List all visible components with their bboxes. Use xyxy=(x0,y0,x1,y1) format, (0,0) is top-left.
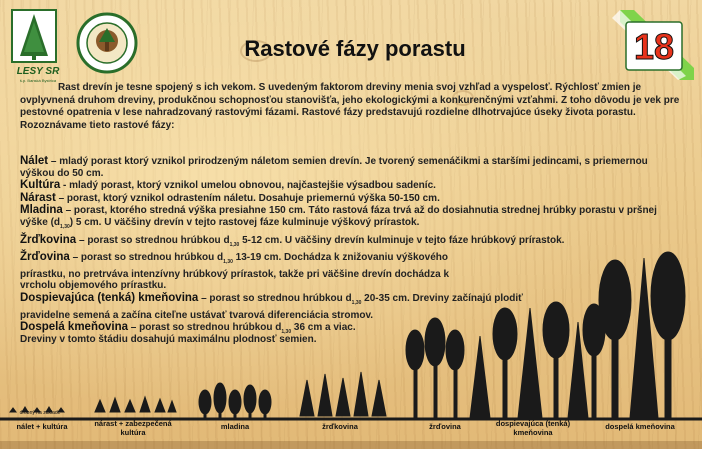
phase-desc: – porast, ktorý vznikol odrastením náletu. Dosahuje priemernú výška 50-150 cm. xyxy=(55,192,440,204)
phase-desc-2: ) 5 cm. U väčšiny drevín v tejto rastovej fáze kulminuje výškový prírastok. xyxy=(69,216,420,228)
forest-seal-logo xyxy=(76,12,138,74)
stage-label-2: nárast + zabezpečená kultúra xyxy=(94,419,172,437)
mature-timber-icon xyxy=(583,252,685,418)
thicket-trees-icon xyxy=(199,383,271,418)
stage-label-3: mladina xyxy=(220,422,250,431)
phase-desc: - mladý porast, ktorý vznikol umelou obnovou, najčastejšie výsadbou sadeníc. xyxy=(60,180,436,192)
stage-label-4: žrďkovina xyxy=(322,422,358,431)
phase-item xyxy=(20,156,660,179)
young-timber-icon xyxy=(493,302,588,418)
logo-caption: LESY SR xyxy=(16,66,60,77)
phase-desc: – porast, ktorého stredná výška presiahne 150 cm. Táto rastová fáza trvá až do dosiahnutia strednej hrúbky porastu v pršnej výške (d xyxy=(20,205,657,228)
phase-subscript: 1,30 xyxy=(351,299,362,306)
final-note: Dreviny v tomto štádiu dosahujú maximálnu plodnosť semien. xyxy=(20,334,317,345)
phase-subscript: 1,30 xyxy=(229,241,240,248)
phase-subscript: 1,30 xyxy=(281,329,292,336)
young-trees-icon xyxy=(95,397,176,412)
panel-number-badge xyxy=(610,10,694,80)
phase-item xyxy=(20,193,660,205)
phase-desc-2: 20-35 cm. Dreviny začínajú plodiť pravidelne semená a začína citeľne ustávať tvarová diferenciácia stromov. xyxy=(20,292,523,321)
lesy-sr-logo xyxy=(8,8,60,83)
stage-label-5: žrďovina xyxy=(429,422,461,431)
logo-subcaption: š.p. Banská Bystrica xyxy=(19,78,57,83)
pole-stage-small-icon xyxy=(300,372,386,416)
phase-desc-2: 13-19 cm. Dochádza k znižovaniu výškového prírastku, no pretrváva intenzívny hrúbkový prírastok, takže pri väčšine drevín dochádza k vrcholu objemového prírastku. xyxy=(20,252,450,292)
phase-term: Mladina xyxy=(20,204,63,217)
phase-desc: – porast so strednou hrúbkou d xyxy=(69,252,224,264)
phase-desc: – porast so strednou hrúbkou d xyxy=(76,234,230,246)
stage-label-6: dospievajúca (tenká) kmeňovina xyxy=(495,419,571,437)
page-title: Rastové fázy porastu xyxy=(244,36,466,61)
phase-item xyxy=(20,180,660,192)
phase-term: Žrďovina xyxy=(20,251,70,264)
phase-item xyxy=(20,205,660,233)
phase-desc: – porast so strednou hrúbkou d xyxy=(198,292,352,304)
phase-desc: – porast so strednou hrúbkou d xyxy=(128,322,282,334)
stage-label-7: dospelá kmeňovina xyxy=(605,422,675,431)
intro-text: Rast drevín je tesne spojený s ich vekom. S uvedeným faktorom dreviny menia svoj vzhľad a vyspelosť. Rýchlosť zmien je ovplyvnená druhom dreviny, produkčnou schopnosťou stanovišťa, jeho ekologickými a konkurenčnými vzťahmi. Z toho dôvodu je vek pre pestovné opatrenia v lese nahradzovaný rastovými fázami. Rastové fázy predstavujú rozdielne dlhotrvajúce úseky života porastu. Rozoznávame tieto rastové fázy: xyxy=(20,82,680,131)
phase-term: Dospievajúca (tenká) kmeňovina xyxy=(20,291,199,304)
phase-term: Nárast xyxy=(20,191,56,204)
panel-number: 18 xyxy=(633,26,675,67)
phase-term: Žrďkovina xyxy=(20,233,77,246)
phase-term: Dospelá kmeňovina xyxy=(20,321,129,334)
phase-desc-2: 36 cm a viac. xyxy=(291,322,356,334)
stage-label-1: nálet + kultúra xyxy=(16,422,68,431)
phase-desc: – mladý porast ktorý vznikol prirodzeným náletom semien drevín. Je tvorený semenáčikmi a staršími jedincami, s priemernou výškou do 50 cm. xyxy=(20,156,648,179)
phase-subscript: 1,30 xyxy=(223,259,233,266)
stage-label-tiny: drobný na základe xyxy=(19,410,61,416)
forest-logo-icon xyxy=(8,8,60,64)
phase-subscript: 1,30 xyxy=(60,223,70,230)
phase-term: Nálet xyxy=(20,155,49,167)
board-bottom-shadow xyxy=(0,441,702,449)
pole-stage-icon xyxy=(406,318,490,418)
phase-desc-2: 5-12 cm. U väčšiny drevín kulminuje v tejto fáze hrúbkový prírastok. xyxy=(239,234,565,246)
seal-icon xyxy=(76,12,138,74)
growth-stages-illustration xyxy=(0,240,702,430)
phase-term: Kultúra xyxy=(20,179,61,192)
intro-paragraph xyxy=(20,82,690,132)
